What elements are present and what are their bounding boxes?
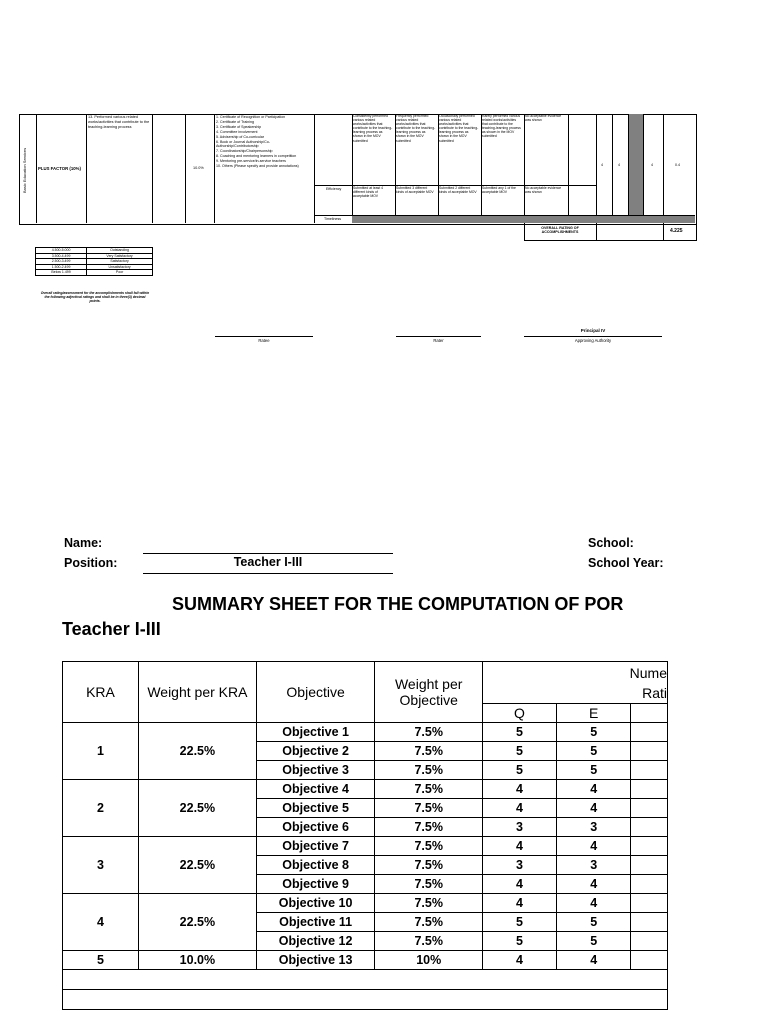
efficiency-level: Submitted 2 different kinds of acceptable MOV — [439, 186, 477, 195]
adjectival-range: Below 1.499 — [36, 270, 87, 276]
objective-weight: 7.5% — [375, 932, 483, 951]
objective-weight: 7.5% — [375, 894, 483, 913]
objective-name: Objective 4 — [256, 780, 375, 799]
efficiency-level: Submitted any 1 of the acceptable MOV — [482, 186, 516, 195]
header-weight-objective: Weight per Objective — [375, 662, 483, 723]
rating-e-cell: 5 — [556, 913, 631, 932]
adjectival-table — [35, 247, 153, 276]
header-objective: Objective — [256, 662, 375, 723]
weight-value: 10.0% — [193, 166, 204, 170]
rating-q-cell: 4 — [483, 875, 557, 894]
rating-e-cell: 5 — [556, 932, 631, 951]
kra-weight: 22.5% — [138, 780, 256, 837]
table-row — [63, 837, 668, 856]
objective-name: Objective 7 — [256, 837, 375, 856]
rating-q-cell: 5 — [483, 761, 557, 780]
objective-weight: 7.5% — [375, 913, 483, 932]
school-year-label: School Year: — [588, 556, 664, 570]
rating-q-cell: 3 — [483, 818, 557, 837]
adjectival-range: 4.500-5.000 — [36, 248, 87, 254]
header-numerical-line-1: Nume — [629, 664, 667, 681]
rating-q-cell: 4 — [483, 894, 557, 913]
header-numerical-rating — [483, 662, 668, 704]
mov-item: 7. Coordinatorship/Chairpersonship — [216, 149, 273, 154]
mov-item: 8. Coaching and mentoring learners in competition — [216, 154, 297, 159]
header-q: Q — [483, 704, 557, 723]
adjectival-row — [36, 270, 153, 276]
overall-label: OVERALL RATING OF ACCOMPLISHMENTS — [541, 226, 579, 235]
efficiency-label: Efficiency — [326, 187, 342, 191]
kra-number: 3 — [63, 837, 139, 894]
adjectival-rating: Very Satisfactory — [87, 253, 153, 259]
rating-q: 4 — [601, 163, 603, 167]
header-numerical-line-2: Rati — [642, 684, 667, 701]
summary-subtitle: Teacher I-III — [62, 619, 161, 639]
approver-name: Principal IV — [580, 328, 606, 333]
plus-factor-label: PLUS FACTOR (10%) — [38, 166, 81, 171]
kra-weight: 22.5% — [138, 894, 256, 951]
mov-item: 6. Book or Journal Authorship/Co-Authorship/Contributorship — [216, 139, 270, 149]
objective-text: 13. Performed various related works/activities that contribute to the teaching-learning process — [88, 115, 150, 129]
rating-e: 4 — [618, 163, 620, 167]
mov-item: 3. Certificate of Speakership — [216, 124, 262, 129]
rating-e-cell: 4 — [556, 875, 631, 894]
kra-number: 4 — [63, 894, 139, 951]
quality-level: Frequently performed various related works/activities that contribute to the teaching-learning process as shown in the MOV submitted — [396, 114, 436, 143]
efficiency-level: Submitted 3 different kinds of acceptable MOV — [396, 186, 434, 195]
table-row — [63, 951, 668, 970]
name-label: Name: — [64, 536, 103, 550]
objective-name: Objective 13 — [256, 951, 375, 970]
table-row — [63, 894, 668, 913]
mov-item: 9. Mentoring pre-service/in-service teachers — [216, 159, 286, 164]
header-kra: KRA — [63, 662, 139, 723]
objective-name: Objective 10 — [256, 894, 375, 913]
empty-row — [63, 990, 668, 1010]
kra-weight: 10.0% — [138, 951, 256, 970]
rating-q-cell: 5 — [483, 742, 557, 761]
rating-q-cell: 3 — [483, 856, 557, 875]
rating-note: Overall rating/assessment for the accomplishments shall fall within the following adjectival ratings and shall be in three(3) decimal points. — [40, 291, 150, 304]
mov-item: 5. Advisership of Co-curricular — [216, 134, 264, 139]
rating-ave: 4 — [651, 163, 653, 167]
rating-e-cell: 3 — [556, 856, 631, 875]
rating-q-cell: 4 — [483, 951, 557, 970]
rater-signature: Rater — [396, 336, 481, 343]
efficiency-level: Submitted at least 4 different kinds of acceptable MOV — [353, 186, 383, 199]
mov-item: 1. Certificate of Recognition or Participation — [216, 115, 286, 119]
rating-e-cell: 5 — [556, 742, 631, 761]
objective-name: Objective 9 — [256, 875, 375, 894]
objective-weight: 7.5% — [375, 780, 483, 799]
rating-q-cell: 4 — [483, 799, 557, 818]
objective-name: Objective 5 — [256, 799, 375, 818]
adjectival-range: 1.500-2.499 — [36, 264, 87, 270]
objective-name: Objective 12 — [256, 932, 375, 951]
quality-level: No acceptable evidence was shown — [525, 114, 562, 123]
timeliness-label: Timeliness — [324, 217, 342, 221]
rating-e-cell: 5 — [556, 723, 631, 742]
objective-weight: 7.5% — [375, 837, 483, 856]
rating-q-cell: 5 — [483, 723, 557, 742]
adjectival-rating: Poor — [87, 270, 153, 276]
objective-name: Objective 11 — [256, 913, 375, 932]
objective-name: Objective 3 — [256, 761, 375, 780]
rating-q-cell: 5 — [483, 913, 557, 932]
quality-level: Occasionally performed various related works/activities that contribute to the teaching-learning process as shown in the MOV submitted — [439, 114, 479, 143]
kra-number: 2 — [63, 780, 139, 837]
kra-number: 5 — [63, 951, 139, 970]
objective-name: Objective 6 — [256, 818, 375, 837]
rating-e-cell: 4 — [556, 951, 631, 970]
position-value: Teacher I-III — [233, 555, 303, 569]
header-e: E — [556, 704, 631, 723]
objective-weight: 7.5% — [375, 875, 483, 894]
rating-q-cell: 4 — [483, 780, 557, 799]
adjectival-rating: Outstanding — [87, 248, 153, 254]
mov-item: 10. Others (Please specify and provide annotations) — [216, 164, 299, 169]
position-line — [143, 573, 393, 574]
side-label: Basic Education Services — [22, 147, 27, 193]
objective-weight: 7.5% — [375, 742, 483, 761]
school-label: School: — [588, 536, 634, 550]
adjectival-range: 3.500-4.499 — [36, 253, 87, 259]
objective-name: Objective 8 — [256, 856, 375, 875]
efficiency-level: No acceptable evidence was shown — [525, 186, 562, 195]
kra-number: 1 — [63, 723, 139, 780]
objective-weight: 7.5% — [375, 818, 483, 837]
quality-level: Consistently performed various related works/activities that contribute to the teaching-learning process as shown in the MOV submitted — [353, 114, 393, 143]
rating-e-cell: 4 — [556, 837, 631, 856]
summary-table-wrap — [62, 661, 668, 1026]
summary-title: SUMMARY SHEET FOR THE COMPUTATION OF POR — [172, 594, 624, 614]
kra-weight: 22.5% — [138, 837, 256, 894]
rating-score: 0.4 — [675, 163, 680, 167]
name-line — [143, 553, 393, 554]
mov-item: 2. Certificate of Training — [216, 119, 254, 124]
rating-e-cell: 5 — [556, 761, 631, 780]
table-row — [63, 780, 668, 799]
rating-e-cell: 4 — [556, 894, 631, 913]
ratee-signature: Ratee — [215, 336, 313, 343]
rating-q-cell: 5 — [483, 932, 557, 951]
rating-e-cell: 4 — [556, 780, 631, 799]
objective-weight: 7.5% — [375, 761, 483, 780]
adjectival-range: 2.500-3.499 — [36, 259, 87, 265]
summary-table — [62, 661, 668, 1010]
objective-name: Objective 1 — [256, 723, 375, 742]
rating-e-cell: 4 — [556, 799, 631, 818]
objective-weight: 10% — [375, 951, 483, 970]
objective-name: Objective 2 — [256, 742, 375, 761]
rating-q-cell: 4 — [483, 837, 557, 856]
position-label: Position: — [64, 556, 118, 570]
mov-item: 4. Committee involvement — [216, 129, 258, 134]
mov-list — [216, 115, 312, 169]
empty-row — [63, 970, 668, 990]
rating-e-cell: 3 — [556, 818, 631, 837]
approver-role: Approving Authority — [524, 336, 662, 343]
header-weight-kra: Weight per KRA — [138, 662, 256, 723]
adjectival-rating: Unsatisfactory — [87, 264, 153, 270]
kra-weight: 22.5% — [138, 723, 256, 780]
table-row — [63, 723, 668, 742]
objective-weight: 7.5% — [375, 723, 483, 742]
overall-value: 4.225 — [670, 228, 683, 234]
objective-weight: 7.5% — [375, 799, 483, 818]
objective-weight: 7.5% — [375, 856, 483, 875]
adjectival-rating: Satisfactory — [87, 259, 153, 265]
quality-level: Rarely performed various related works/activities that contribute to the teaching-learning process as shown in the MOV submitted — [482, 114, 521, 139]
